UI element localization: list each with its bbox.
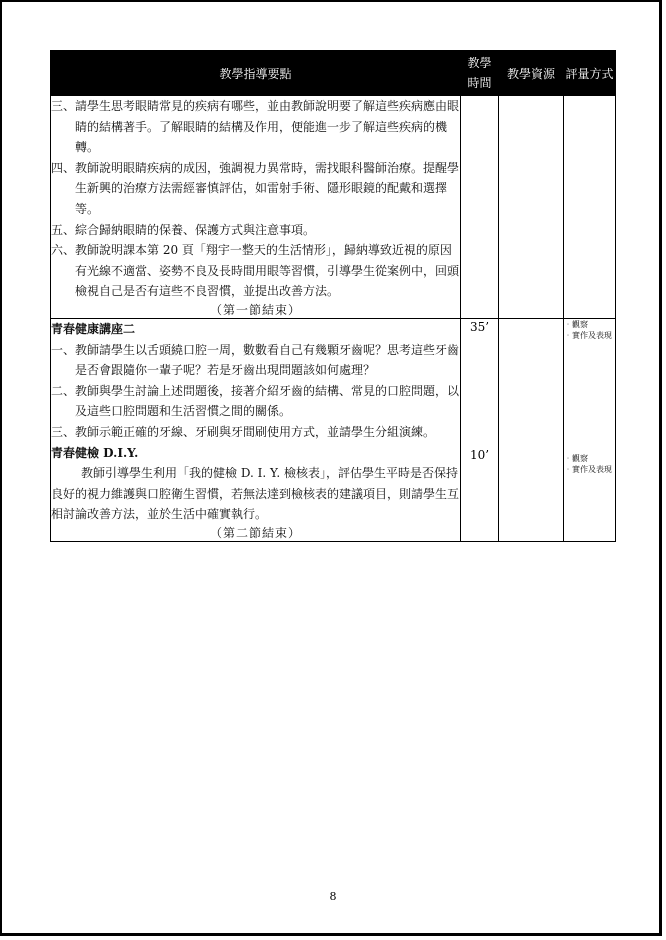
section1-resources-cell bbox=[499, 96, 564, 319]
section2-eval-practice: ‧實作及表現 bbox=[564, 330, 612, 340]
section2-end-marker: （第二節結束） bbox=[209, 525, 301, 540]
section1-points-cell bbox=[51, 96, 461, 319]
list-item bbox=[51, 240, 460, 302]
item-text: 教師示範正確的牙線、牙刷與牙間刷使用方式，並請學生分組演練。 bbox=[75, 424, 436, 439]
section2-points-cell bbox=[51, 318, 461, 541]
header-time-line2: 時間 bbox=[467, 76, 492, 90]
table-row-section1 bbox=[51, 96, 616, 319]
item-text: 教師說明課本第 20 頁「翔宇一整天的生活情形」，歸納導致近視的原因有光線不適當、姿勢不良及長時間用眼等習慣，引導學生從案例中，回頭檢視自己是否有這些不良習慣，並提出改善方法。 bbox=[75, 243, 460, 299]
page-number: 8 bbox=[329, 890, 337, 903]
item-number: 三、 bbox=[51, 99, 76, 113]
item-number: 一、 bbox=[51, 342, 76, 357]
section2-time-cell bbox=[461, 318, 499, 541]
header-teaching-time bbox=[461, 51, 499, 96]
header-time-line1: 教學 bbox=[467, 56, 492, 70]
lesson-plan-sheet bbox=[50, 50, 615, 542]
list-item bbox=[51, 158, 460, 220]
section3-eval-practice: ‧實作及表現 bbox=[564, 464, 612, 474]
section2-resources-cell bbox=[499, 318, 564, 541]
item-number: 二、 bbox=[51, 383, 76, 398]
section3-eval-observation: ‧觀察 bbox=[564, 453, 588, 463]
list-item bbox=[51, 381, 460, 422]
item-text: 教師請學生以舌頭繞口腔一周，數數看自己有幾顆牙齒呢？思考這些牙齒是否會跟隨你一輩子呢？若是牙齒出現問題該如何處理？ bbox=[75, 342, 460, 378]
item-text: 教師與學生討論上述問題後，接著介紹牙齒的結構、常見的口腔問題，以及這些口腔問題和生活習慣之間的關係。 bbox=[75, 383, 460, 419]
list-item bbox=[51, 220, 460, 241]
item-text: 教師說明眼睛疾病的成因，強調視力異常時，需找眼科醫師治療。提醒學生新興的治療方法需經審慎評估，如雷射手術、隱形眼鏡的配戴和選擇等。 bbox=[75, 160, 460, 216]
section3-heading: 青春健檢 D.I.Y. bbox=[51, 445, 139, 460]
section1-end-marker: （第一節結束） bbox=[209, 302, 301, 317]
header-teaching-points: 教學指導要點 bbox=[51, 51, 461, 96]
time-spacer bbox=[461, 335, 498, 447]
list-item bbox=[51, 96, 460, 158]
header-teaching-resources: 教學資源 bbox=[499, 51, 564, 96]
section2-evaluation-cell bbox=[564, 318, 616, 541]
section1-evaluation-cell bbox=[564, 96, 616, 319]
lesson-plan-table bbox=[50, 50, 616, 542]
section2-heading: 青春健康講座二 bbox=[51, 321, 136, 336]
item-number: 四、 bbox=[51, 160, 76, 175]
item-number: 三、 bbox=[51, 424, 76, 439]
section2-time: 35’ bbox=[469, 319, 490, 334]
item-number: 五、 bbox=[51, 222, 76, 237]
section1-time-cell bbox=[461, 96, 499, 319]
table-header-row bbox=[51, 51, 616, 96]
item-text: 請學生思考眼睛常見的疾病有哪些，並由教師說明要了解這些疾病應由眼睛的結構著手。了解眼睛的結構及作用，便能進一步了解這些疾病的機轉。 bbox=[75, 99, 460, 155]
list-item bbox=[51, 340, 460, 381]
header-evaluation: 評量方式 bbox=[564, 51, 616, 96]
section2-eval-observation: ‧觀察 bbox=[564, 319, 588, 329]
section3-paragraph: 教師引導學生利用「我的健檢 D. I. Y. 檢核表」，評估學生平時是否保持良好的視力維護與口腔衛生習慣，若無法達到檢核表的建議項目，則請學生互相討論改善方法，並於生活中確實執行。 bbox=[51, 466, 460, 522]
eval-spacer bbox=[564, 341, 615, 453]
item-number: 六、 bbox=[51, 243, 76, 258]
list-item bbox=[51, 422, 460, 443]
item-text: 綜合歸納眼睛的保養、保護方式與注意事項。 bbox=[75, 222, 316, 237]
table-row-section2 bbox=[51, 318, 616, 541]
section3-time: 10’ bbox=[469, 447, 490, 462]
